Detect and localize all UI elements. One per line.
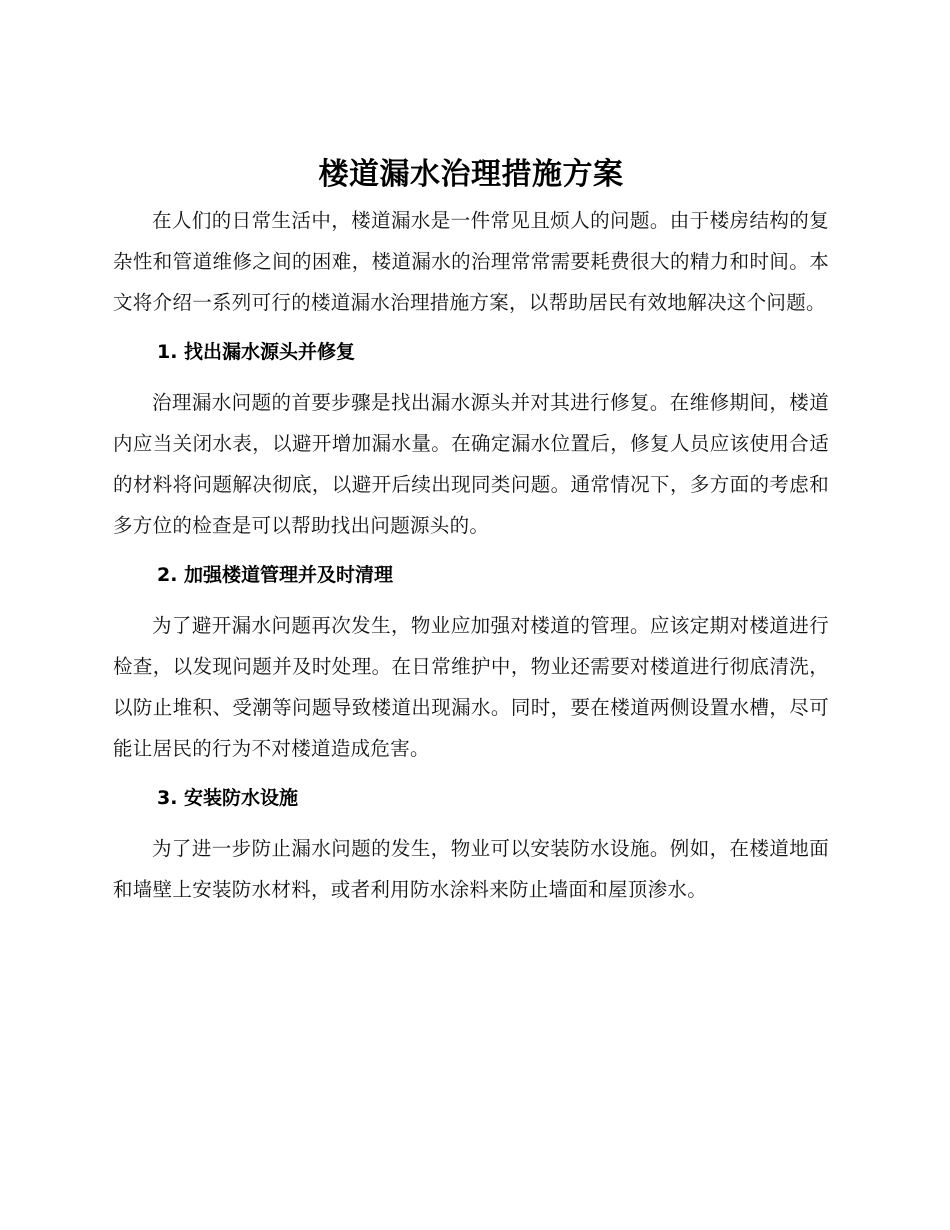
spacer <box>113 546 829 555</box>
section-heading-2: 2. 加强楼道管理并及时清理 <box>157 564 394 586</box>
intro-paragraph: 在人们的日常生活中，楼道漏水是一件常见且烦人的问题。由于楼房结构的复杂性和管道维修之间的困难，楼道漏水的治理常常需要耗费很大的精力和时间。本文将介绍一系列可行的楼道漏水治理措施方案，以帮助居民有效地解决这个问题。 <box>113 209 829 314</box>
section-heading-3: 3. 安装防水设施 <box>157 787 299 809</box>
document-title: 楼道漏水治理措施方案 <box>318 157 624 192</box>
section-body-3: 为了进一步防止漏水问题的发生，物业可以安装防水设施。例如，在楼道地面和墙壁上安装防水材料，或者利用防水涂料来防止墙面和屋顶渗水。 <box>113 837 829 901</box>
spacer <box>113 596 829 605</box>
spacer <box>113 373 829 382</box>
section-heading-1: 1. 找出漏水源头并修复 <box>157 341 356 363</box>
section-body-2: 为了避开漏水问题再次发生，物业应加强对楼道的管理。应该定期对楼道进行检查，以发现问题并及时处理。在日常维护中，物业还需要对楼道进行彻底清洗，以防止堆积、受潮等问题导致楼道出现漏水。同时，要在楼道两侧设置水槽，尽可能让居民的行为不对楼道造成危害。 <box>113 614 829 760</box>
spacer <box>113 769 829 778</box>
document-page <box>113 150 829 910</box>
spacer <box>113 323 829 332</box>
section-body-1: 治理漏水问题的首要步骤是找出漏水源头并对其进行修复。在维修期间，楼道内应当关闭水表，以避开增加漏水量。在确定漏水位置后，修复人员应该使用合适的材料将问题解决彻底，以避开后续出现同类问题。通常情况下，多方面的考虑和多方位的检查是可以帮助找出问题源头的。 <box>113 391 829 537</box>
spacer <box>113 819 829 828</box>
